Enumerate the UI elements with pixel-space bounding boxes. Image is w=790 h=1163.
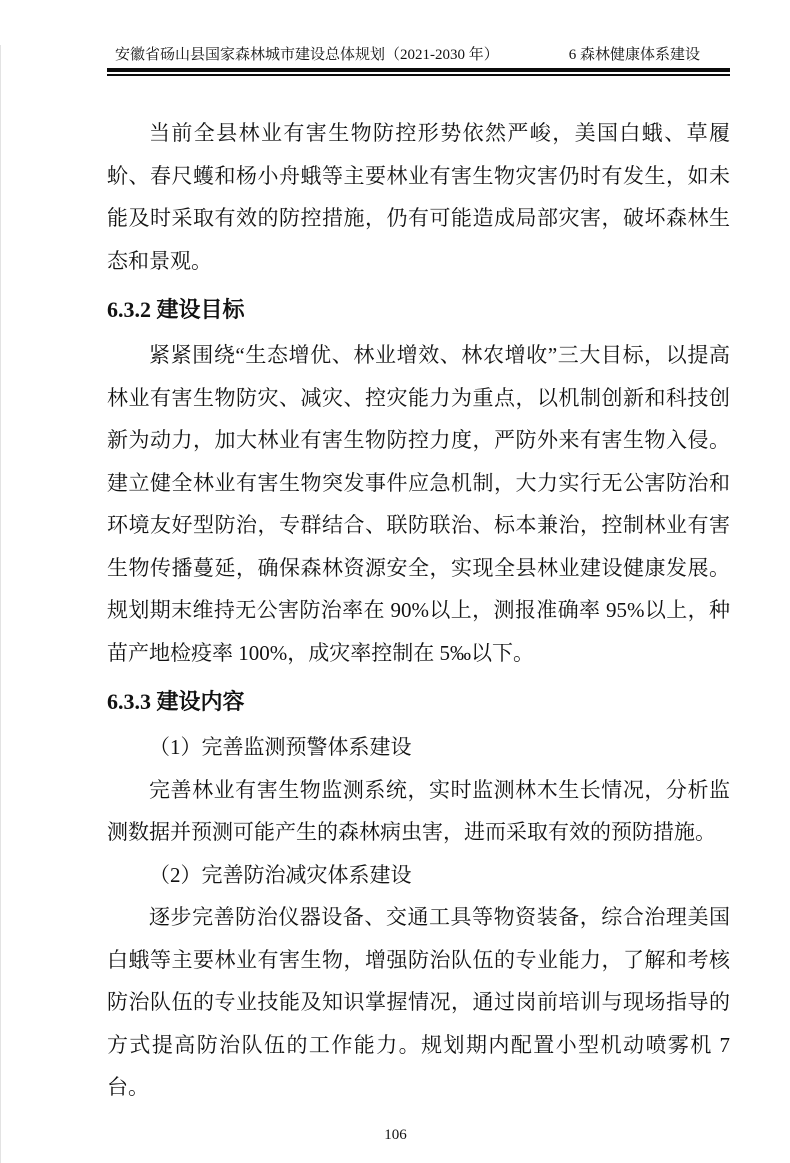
header-double-rule — [107, 68, 730, 76]
list-item-2-title: （2）完善防治减灾体系建设 — [149, 862, 412, 887]
list-item-2-body: 逐步完善防治仪器设备、交通工具等物资装备，综合治理美国白蛾等主要林业有害生物，增强防治队伍的专业能力，了解和考核防治队伍的专业技能及知识掌握情况，通过岗前培训与现场指导的方式提高防治队伍的工作能力。规划期内配置小型机动喷雾机 7 台。 — [107, 905, 730, 1099]
paragraph-construction-goals: 紧紧围绕“生态增优、林业增效、林农增收”三大目标，以提高林业有害生物防灾、减灾、控灾能力为重点，以机制创新和科技创新为动力，加大林业有害生物防控力度，严防外来有害生物入侵。建立健全林业有害生物突发事件应急机制，大力实行无公害防治和环境友好型防治，专群结合、联防联治、标本兼治，控制林业有害生物传播蔓延，确保森林资源安全，实现全县林业建设健康发展。规划期末维持无公害防治率在 90%以上，测报准确率 95%以上，种苗产地检疫率 100%，成灾率控制在 5‰以下。 — [107, 343, 730, 665]
section-heading-6-3-3: 6.3.3 建设内容 — [107, 689, 245, 714]
paragraph-pest-situation: 当前全县林业有害生物防控形势依然严峻，美国白蛾、草履蚧、春尺蠖和杨小舟蛾等主要林业有害生物灾害仍时有发生，如未能及时采取有效的防控措施，仍有可能造成局部灾害，破坏森林生态和景观。 — [107, 121, 730, 273]
page-footer — [1, 1125, 790, 1145]
page-number: 106 — [384, 1126, 407, 1143]
running-head-title: 安徽省砀山县国家森林城市建设总体规划（2021-2030 年） — [115, 47, 499, 63]
running-head — [107, 45, 730, 68]
document-page — [0, 45, 790, 1163]
list-item-1-body: 完善林业有害生物监测系统，实时监测林木生长情况，分析监测数据并预测可能产生的森林病虫害，进而采取有效的预防措施。 — [107, 777, 730, 844]
document-body — [107, 112, 730, 1109]
running-head-chapter: 6 森林健康体系建设 — [568, 47, 700, 63]
section-heading-6-3-2: 6.3.2 建设目标 — [107, 297, 245, 322]
page-header — [107, 45, 730, 76]
list-item-1-title: （1）完善监测预警体系建设 — [149, 735, 412, 759]
